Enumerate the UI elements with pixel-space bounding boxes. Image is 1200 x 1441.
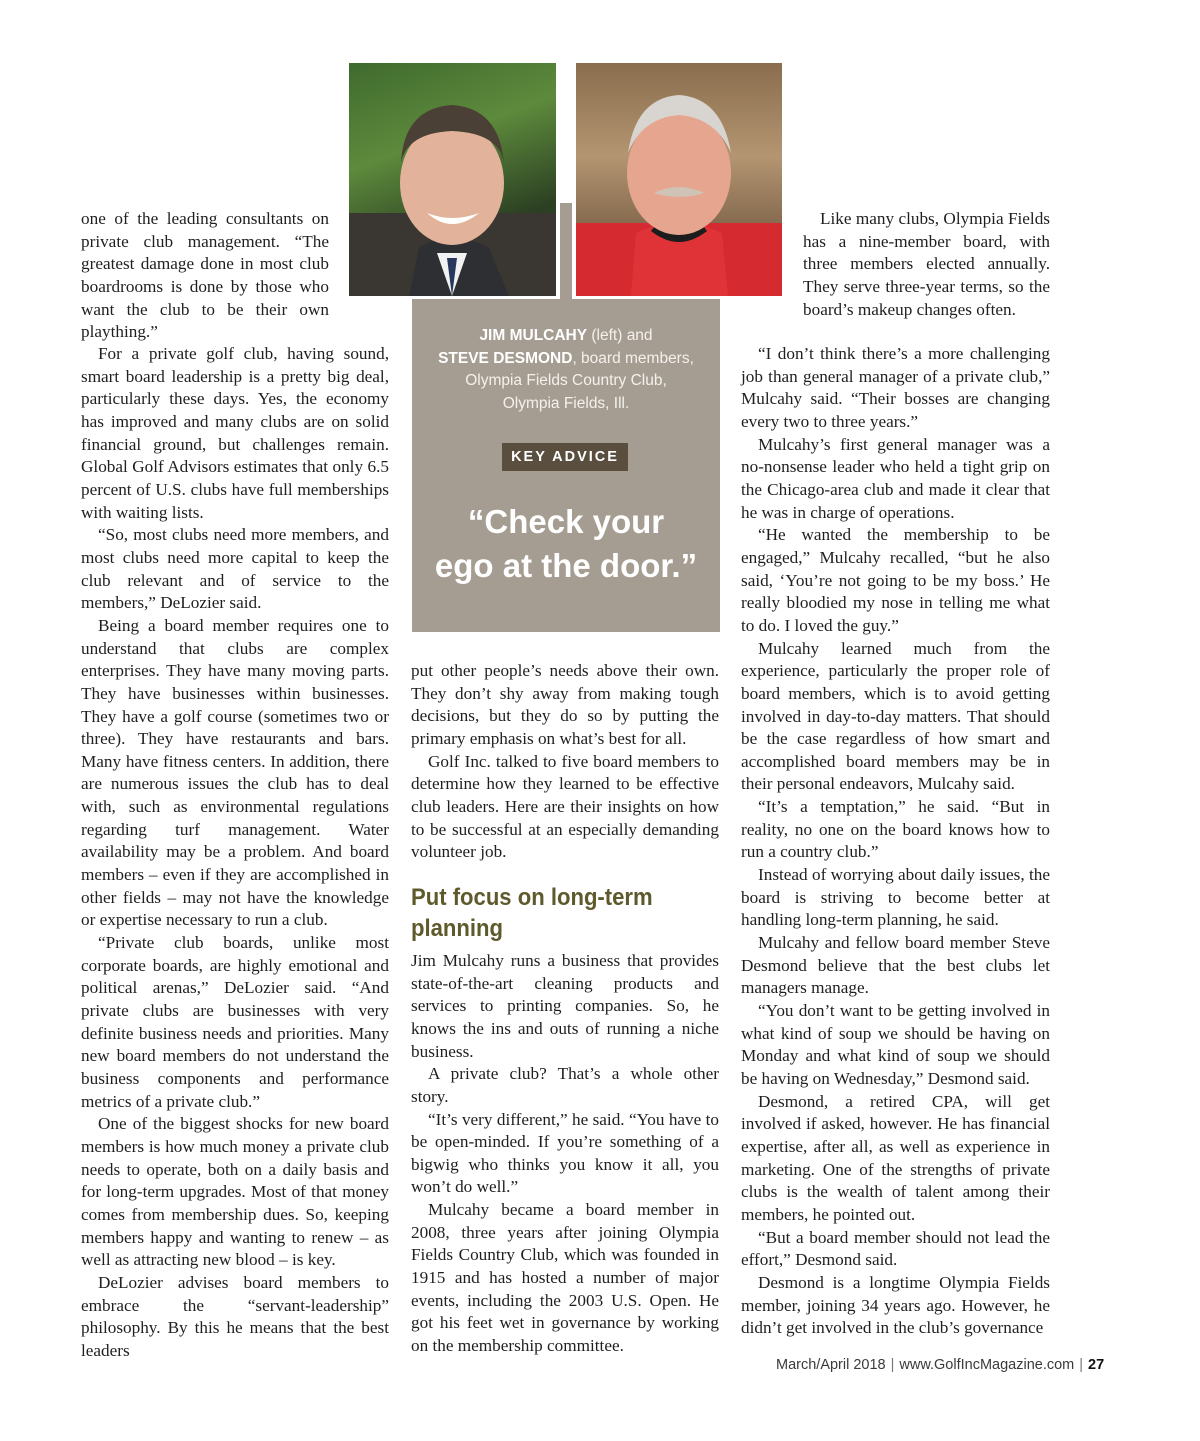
- caption-location: Olympia Fields, Ill.: [502, 394, 630, 412]
- paragraph: Being a board member requires one to understand that clubs are complex enterprises. They have many moving parts. They have businesses within businesses. They have a golf course (sometimes two or three). They have restaurants and bars. Many have fitness centers. In addition, there are numerous issues the club has to deal with, such as environmental regulations regarding turf management. Water availability may be a problem. And board members – even if they are accomplished in other fields – may not have the knowledge or expertise necessary to run a club.: [81, 615, 389, 930]
- caption-name-2-suffix: , board members,: [572, 349, 694, 367]
- caption-club: Olympia Fields Country Club,: [465, 372, 667, 389]
- photo-jim-mulcahy: [349, 63, 556, 296]
- paragraph: “He wanted the membership to be engaged,” Mulcahy recalled, “but he also said, ‘You’re not going to be my boss.’ He really bloodied my nose in telling me what to do. I loved the guy.”: [741, 525, 1050, 635]
- caption-name-1: JIM MULCAHY: [479, 327, 588, 344]
- paragraph: Mulcahy became a board member in 2008, three years after joining Olympia Fields Country Club, which was founded in 1915 and has hosted a number of major events, including the 2003 U.S. Open. He got his feet wet in governance by working on the membership committee.: [411, 1200, 719, 1356]
- paragraph: “But a board member should not lead the effort,” Desmond said.: [741, 1227, 1050, 1270]
- column-3: [741, 343, 1050, 1340]
- paragraph: one of the leading consultants on private club management. “The greatest damage done in most club boardrooms is done by those who want the club to be their own plaything.”: [81, 209, 329, 342]
- paragraph: One of the biggest shocks for new board members is how much money a private club needs to operate, both on a daily basis and for long-term upgrades. Most of that money comes from membership dues. So, keeping members happy and wanting to renew – as well as attracting new blood – is key.: [81, 1114, 389, 1270]
- footer-issue: March/April 2018: [776, 1357, 886, 1373]
- paragraph: Desmond, a retired CPA, will get involved if asked, however. He has financial expertise, after all, as well as experience in marketing. One of the strengths of private clubs is the wealth of talent among their members, he pointed out.: [741, 1091, 1050, 1224]
- paragraph: DeLozier advises board members to embrace the “servant-leadership” philosophy. By this he means that the best leaders: [81, 1272, 389, 1360]
- paragraph: “It’s a temptation,” he said. “But in reality, no one on the board knows how to run a country club.”: [741, 797, 1050, 862]
- page-number: 27: [1088, 1357, 1105, 1373]
- caption-name-1-suffix: (left) and: [587, 327, 653, 344]
- photo-steve-desmond: [576, 63, 782, 296]
- caption-connector-bar: [560, 203, 572, 299]
- photo-caption: [412, 325, 720, 415]
- paragraph: Desmond is a longtime Olympia Fields member, joining 34 years ago. However, he didn’t get involved in the club’s governance: [741, 1272, 1050, 1338]
- paragraph: Instead of worrying about daily issues, the board is striving to become better at handling long-term planning, he said.: [741, 865, 1050, 930]
- caption-name-2: STEVE DESMOND: [438, 349, 573, 367]
- column-1: [81, 343, 389, 1363]
- paragraph: Mulcahy’s first general manager was a no-nonsense leader who held a tight grip on the Chicago-area club and made it clear that he was in charge of operations.: [741, 434, 1050, 522]
- footer-website: www.GolfIncMagazine.com: [899, 1357, 1075, 1373]
- paragraph: “So, most clubs need more members, and most clubs need more capital to keep the club relevant and of service to the members,” DeLozier said.: [81, 525, 389, 613]
- paragraph: For a private golf club, having sound, smart board leadership is a pretty big deal, particularly these days. Yes, the economy has improved and many clubs are on solid financial ground, but challenges remain. Global Golf Advisors estimates that only 6.5 percent of U.S. clubs have full memberships with waiting lists.: [81, 344, 389, 522]
- key-advice-label: KEY ADVICE: [502, 443, 628, 471]
- pull-quote: [412, 500, 720, 588]
- pull-quote-line-2: ego at the door.”: [434, 547, 698, 584]
- column-2: [411, 660, 719, 1358]
- paragraph: Jim Mulcahy runs a business that provides state-of-the-art cleaning products and services to printing companies. So, he knows the ins and outs of running a niche business.: [411, 950, 719, 1061]
- column-3-top: [803, 208, 1050, 321]
- paragraph: “Private club boards, unlike most corporate boards, are highly emotional and political arenas,” DeLozier said. “And private clubs are businesses with very definite business needs and priorities. Many new board members do not understand the business components and performance metrics of a private club.”: [81, 933, 389, 1111]
- paragraph: Mulcahy learned much from the experience, particularly the proper role of board members, which is to avoid getting involved in day-to-day matters. That should be the case regardless of how smart and accomplished board members may be in their personal endeavors, Mulcahy said.: [741, 638, 1050, 794]
- column-1-top: [81, 208, 329, 344]
- paragraph: Mulcahy and fellow board member Steve Desmond believe that the best clubs let managers manage.: [741, 933, 1050, 998]
- paragraph: “It’s very different,” he said. “You have to be open-minded. If you’re something of a bigwig who thinks you know it all, you won’t do well.”: [411, 1109, 719, 1197]
- paragraph: A private club? That’s a whole other story.: [411, 1064, 719, 1106]
- paragraph: Golf Inc. talked to five board members to determine how they learned to be effective club leaders. Here are their insights on how to be successful at an especially demanding volunteer job.: [411, 751, 719, 862]
- paragraph: “You don’t want to be getting involved in what kind of soup we should be having on Monday and what kind of soup we should be having on Wednesday,” Desmond said.: [741, 1001, 1050, 1088]
- paragraph: put other people’s needs above their own. They don’t shy away from making tough decisions, but they do so by putting the primary emphasis on what’s best for all.: [411, 661, 719, 748]
- paragraph: “I don’t think there’s a more challenging job than general manager of a private club,” Mulcahy said. “Their bosses are changing every two to three years.”: [741, 344, 1050, 431]
- footer-separator: |: [1079, 1357, 1084, 1373]
- caption-box: [412, 299, 720, 632]
- section-heading: Put focus on long-term planning: [411, 883, 653, 942]
- page-footer: [776, 1357, 1121, 1373]
- paragraph: Like many clubs, Olympia Fields has a nine-member board, with three members elected annually. They serve three-year terms, so the board’s makeup changes often.: [803, 209, 1050, 319]
- footer-separator: |: [890, 1357, 895, 1373]
- pull-quote-line-1: “Check your: [467, 503, 665, 540]
